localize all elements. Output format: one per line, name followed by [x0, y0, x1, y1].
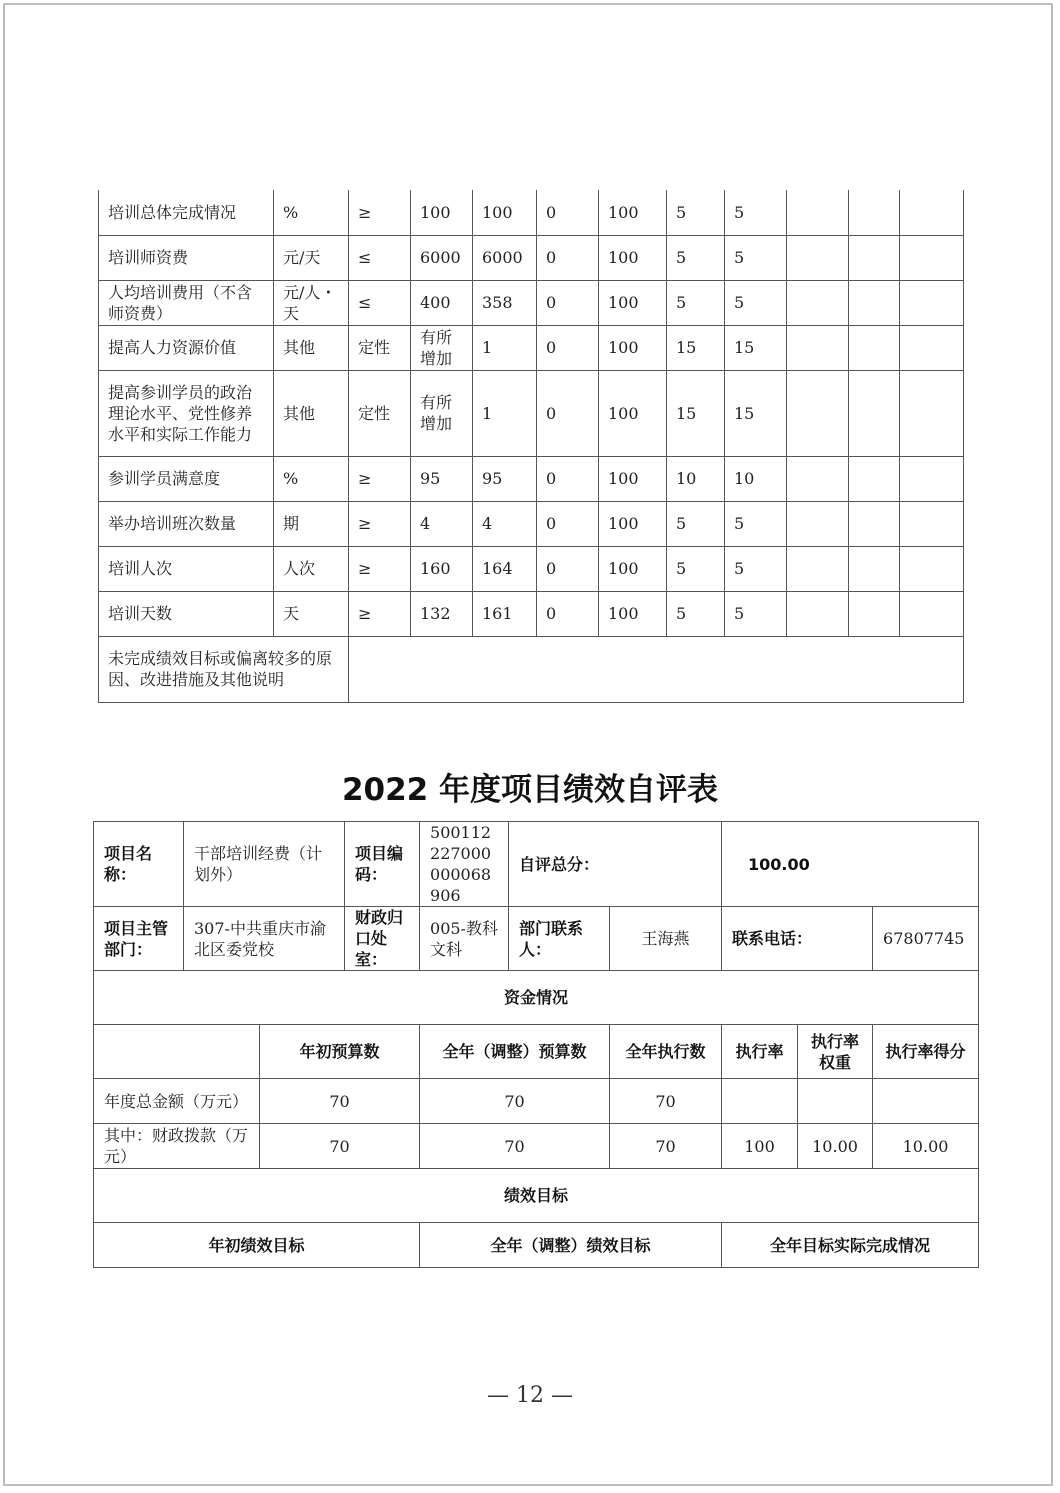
project-code-value: 500112227000000068906: [420, 822, 509, 907]
self-score-label: 自评总分：: [509, 822, 722, 907]
indicator-weight-cell: 5: [667, 546, 725, 591]
indicator-empty-cell: [787, 456, 849, 501]
indicator-target-cell: 有所增加: [411, 325, 473, 370]
indicator-score-cell: 5: [725, 235, 787, 280]
goals-section-row: [94, 1169, 979, 1223]
indicator-weight-cell: 5: [667, 501, 725, 546]
indicator-row: [99, 501, 964, 546]
indicator-actual-cell: 95: [473, 456, 537, 501]
indicator-unit-cell: 元/人・天: [274, 280, 349, 325]
indicator-score-cell: 5: [725, 501, 787, 546]
indicator-name-cell: 提高参训学员的政治理论水平、党性修养水平和实际工作能力: [99, 370, 274, 456]
funds-row: [94, 1079, 979, 1124]
funds-cell: 70: [610, 1124, 722, 1169]
indicator-rate-cell: 100: [599, 190, 667, 235]
indicator-empty-cell: [849, 370, 900, 456]
indicator-name-cell: 培训师资费: [99, 235, 274, 280]
indicator-unit-cell: 元/天: [274, 235, 349, 280]
funds-header: 全年执行数: [610, 1025, 722, 1079]
indicator-weight-cell: 5: [667, 280, 725, 325]
indicator-deviation-cell: 0: [537, 456, 599, 501]
remark-row: [99, 636, 964, 702]
info-row-1: [94, 822, 979, 907]
funds-cell: 70: [260, 1079, 420, 1124]
funds-cell: [722, 1079, 798, 1124]
indicator-weight-cell: 5: [667, 190, 725, 235]
indicator-op-cell: 定性: [349, 370, 411, 456]
indicator-score-cell: 15: [725, 325, 787, 370]
phone-value: 67807745: [873, 907, 979, 971]
indicator-name-cell: 人均培训费用（不含师资费）: [99, 280, 274, 325]
funds-row: [94, 1124, 979, 1169]
goals-header: 全年目标实际完成情况: [722, 1223, 979, 1268]
indicator-unit-cell: 其他: [274, 370, 349, 456]
indicator-name-cell: 举办培训班次数量: [99, 501, 274, 546]
indicator-weight-cell: 15: [667, 370, 725, 456]
indicator-empty-cell: [849, 456, 900, 501]
indicator-empty-cell: [900, 235, 964, 280]
goals-section-title: 绩效目标: [94, 1169, 979, 1223]
indicator-empty-cell: [787, 591, 849, 636]
phone-label: 联系电话：: [722, 907, 873, 971]
indicator-row: [99, 280, 964, 325]
funds-header: 执行率权重: [798, 1025, 873, 1079]
page-title: 2022 年度项目绩效自评表: [341, 772, 719, 808]
indicator-target-cell: 400: [411, 280, 473, 325]
funds-row-label: 其中：财政拨款（万元）: [94, 1124, 260, 1169]
indicator-op-cell: ≥: [349, 190, 411, 235]
indicator-row: [99, 325, 964, 370]
funds-cell: 70: [420, 1079, 610, 1124]
indicator-rate-cell: 100: [599, 325, 667, 370]
contact-label: 部门联系人：: [509, 907, 610, 971]
indicator-score-cell: 5: [725, 280, 787, 325]
indicator-row: [99, 456, 964, 501]
funds-header: 年初预算数: [260, 1025, 420, 1079]
indicator-deviation-cell: 0: [537, 370, 599, 456]
indicator-actual-cell: 6000: [473, 235, 537, 280]
funds-cell: 100: [722, 1124, 798, 1169]
indicator-rate-cell: 100: [599, 370, 667, 456]
indicator-unit-cell: 人次: [274, 546, 349, 591]
funds-section-title: 资金情况: [94, 971, 979, 1025]
indicator-empty-cell: [849, 280, 900, 325]
indicator-row: [99, 591, 964, 636]
indicator-empty-cell: [787, 280, 849, 325]
indicator-empty-cell: [900, 280, 964, 325]
funds-cell: 70: [420, 1124, 610, 1169]
self-score-value: 100.00: [722, 822, 979, 907]
indicator-row: [99, 370, 964, 456]
indicator-unit-cell: 期: [274, 501, 349, 546]
indicator-rate-cell: 100: [599, 591, 667, 636]
indicator-op-cell: ≥: [349, 591, 411, 636]
indicator-rate-cell: 100: [599, 501, 667, 546]
indicator-rate-cell: 100: [599, 456, 667, 501]
indicator-target-cell: 95: [411, 456, 473, 501]
project-name-label: 项目名称：: [94, 822, 184, 907]
finance-label: 财政归口处室：: [345, 907, 420, 971]
funds-header: 全年（调整）预算数: [420, 1025, 610, 1079]
indicator-score-cell: 10: [725, 456, 787, 501]
goals-header: 年初绩效目标: [94, 1223, 420, 1268]
indicator-row: [99, 190, 964, 235]
goals-header-row: [94, 1223, 979, 1268]
indicator-empty-cell: [787, 190, 849, 235]
funds-cell: 70: [610, 1079, 722, 1124]
indicator-weight-cell: 5: [667, 591, 725, 636]
self-evaluation-table: [93, 821, 979, 1268]
project-code-label: 项目编码：: [345, 822, 420, 907]
indicator-deviation-cell: 0: [537, 325, 599, 370]
indicator-op-cell: ≤: [349, 280, 411, 325]
indicator-unit-cell: 天: [274, 591, 349, 636]
indicator-op-cell: ≥: [349, 546, 411, 591]
indicator-deviation-cell: 0: [537, 190, 599, 235]
funds-header: 执行率得分: [873, 1025, 979, 1079]
indicator-empty-cell: [787, 546, 849, 591]
indicator-rate-cell: 100: [599, 235, 667, 280]
indicator-target-cell: 160: [411, 546, 473, 591]
indicator-empty-cell: [849, 190, 900, 235]
indicator-actual-cell: 1: [473, 370, 537, 456]
indicator-empty-cell: [787, 325, 849, 370]
project-name-value: 干部培训经费（计划外）: [184, 822, 345, 907]
indicator-deviation-cell: 0: [537, 235, 599, 280]
funds-cell: 10.00: [873, 1124, 979, 1169]
indicator-score-cell: 5: [725, 591, 787, 636]
indicator-weight-cell: 5: [667, 235, 725, 280]
indicator-empty-cell: [900, 370, 964, 456]
indicator-empty-cell: [849, 546, 900, 591]
indicator-row: [99, 235, 964, 280]
indicator-empty-cell: [849, 591, 900, 636]
indicator-empty-cell: [787, 501, 849, 546]
indicator-unit-cell: 其他: [274, 325, 349, 370]
indicator-table: [98, 190, 964, 703]
indicator-op-cell: ≥: [349, 501, 411, 546]
indicator-name-cell: 参训学员满意度: [99, 456, 274, 501]
indicator-rate-cell: 100: [599, 546, 667, 591]
indicator-actual-cell: 100: [473, 190, 537, 235]
indicator-empty-cell: [900, 190, 964, 235]
indicator-deviation-cell: 0: [537, 280, 599, 325]
indicator-target-cell: 有所增加: [411, 370, 473, 456]
page-number: — 12 —: [487, 1383, 573, 1408]
indicator-actual-cell: 164: [473, 546, 537, 591]
funds-header: 执行率: [722, 1025, 798, 1079]
remark-value: [349, 636, 964, 702]
finance-value: 005-教科文科: [420, 907, 509, 971]
funds-cell: [873, 1079, 979, 1124]
indicator-empty-cell: [900, 546, 964, 591]
indicator-op-cell: ≥: [349, 456, 411, 501]
indicator-empty-cell: [849, 501, 900, 546]
indicator-empty-cell: [787, 235, 849, 280]
funds-row-label: 年度总金额（万元）: [94, 1079, 260, 1124]
indicator-actual-cell: 358: [473, 280, 537, 325]
indicator-name-cell: 培训总体完成情况: [99, 190, 274, 235]
indicator-empty-cell: [849, 235, 900, 280]
indicator-empty-cell: [900, 591, 964, 636]
indicator-op-cell: ≤: [349, 235, 411, 280]
funds-header-blank: [94, 1025, 260, 1079]
info-row-2: [94, 907, 979, 971]
indicator-target-cell: 132: [411, 591, 473, 636]
indicator-name-cell: 提高人力资源价值: [99, 325, 274, 370]
indicator-deviation-cell: 0: [537, 591, 599, 636]
indicator-empty-cell: [849, 325, 900, 370]
indicator-weight-cell: 15: [667, 325, 725, 370]
indicator-row: [99, 546, 964, 591]
funds-cell: [798, 1079, 873, 1124]
indicator-name-cell: 培训天数: [99, 591, 274, 636]
funds-cell: 70: [260, 1124, 420, 1169]
funds-header-row: [94, 1025, 979, 1079]
indicator-actual-cell: 4: [473, 501, 537, 546]
indicator-rate-cell: 100: [599, 280, 667, 325]
funds-section-row: [94, 971, 979, 1025]
dept-label: 项目主管部门：: [94, 907, 184, 971]
indicator-target-cell: 100: [411, 190, 473, 235]
indicator-target-cell: 4: [411, 501, 473, 546]
indicator-target-cell: 6000: [411, 235, 473, 280]
indicator-weight-cell: 10: [667, 456, 725, 501]
dept-value: 307-中共重庆市渝北区委党校: [184, 907, 345, 971]
indicator-score-cell: 15: [725, 370, 787, 456]
goals-header: 全年（调整）绩效目标: [420, 1223, 722, 1268]
indicator-score-cell: 5: [725, 546, 787, 591]
indicator-actual-cell: 1: [473, 325, 537, 370]
indicator-deviation-cell: 0: [537, 501, 599, 546]
indicator-unit-cell: %: [274, 456, 349, 501]
indicator-empty-cell: [900, 501, 964, 546]
indicator-empty-cell: [900, 325, 964, 370]
indicator-empty-cell: [900, 456, 964, 501]
indicator-actual-cell: 161: [473, 591, 537, 636]
indicator-name-cell: 培训人次: [99, 546, 274, 591]
indicator-empty-cell: [787, 370, 849, 456]
indicator-deviation-cell: 0: [537, 546, 599, 591]
contact-value: 王海燕: [610, 907, 722, 971]
indicator-unit-cell: %: [274, 190, 349, 235]
indicator-op-cell: 定性: [349, 325, 411, 370]
indicator-table-body: [99, 190, 964, 702]
funds-cell: 10.00: [798, 1124, 873, 1169]
remark-label: 未完成绩效目标或偏离较多的原因、改进措施及其他说明: [99, 636, 349, 702]
indicator-score-cell: 5: [725, 190, 787, 235]
